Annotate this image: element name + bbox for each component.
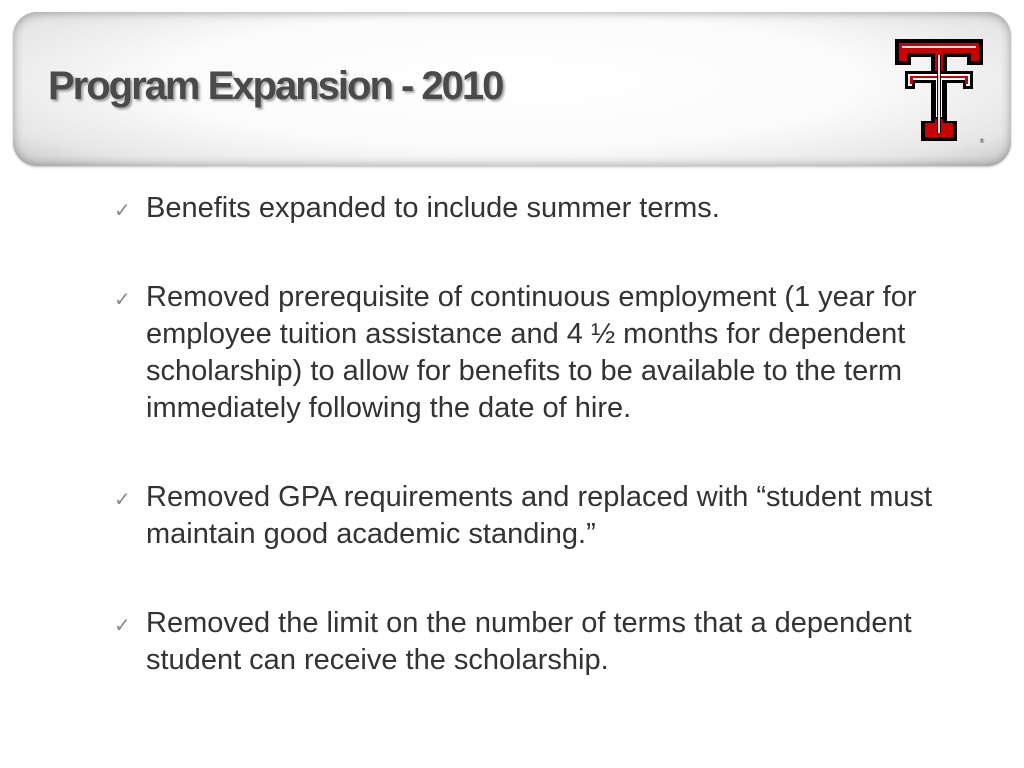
list-item	[112, 279, 972, 427]
registered-mark: ®	[979, 138, 985, 145]
list-item	[112, 605, 972, 679]
double-t-logo-icon	[893, 37, 985, 145]
checkmark-icon: ✓	[114, 487, 131, 511]
list-item	[112, 479, 972, 553]
bullet-text: Benefits expanded to include summer terms.	[146, 192, 720, 224]
list-item	[112, 190, 972, 227]
bullet-text: Removed prerequisite of continuous employment (1 year for employee tuition assistance and 4 ½ months for dependent scholarship) to allow for benefits to be available to the term immediately following the date of hire.	[146, 281, 917, 424]
checkmark-icon: ✓	[114, 613, 131, 637]
bullet-text: Removed the limit on the number of terms that a dependent student can receive the scholarship.	[146, 607, 912, 676]
checkmark-icon: ✓	[114, 198, 131, 222]
bullet-text: Removed GPA requirements and replaced with “student must maintain good academic standing.”	[146, 481, 933, 550]
page-title: Program Expansion - 2010	[48, 64, 503, 108]
checkmark-icon: ✓	[114, 287, 131, 311]
bullet-list	[112, 190, 972, 731]
